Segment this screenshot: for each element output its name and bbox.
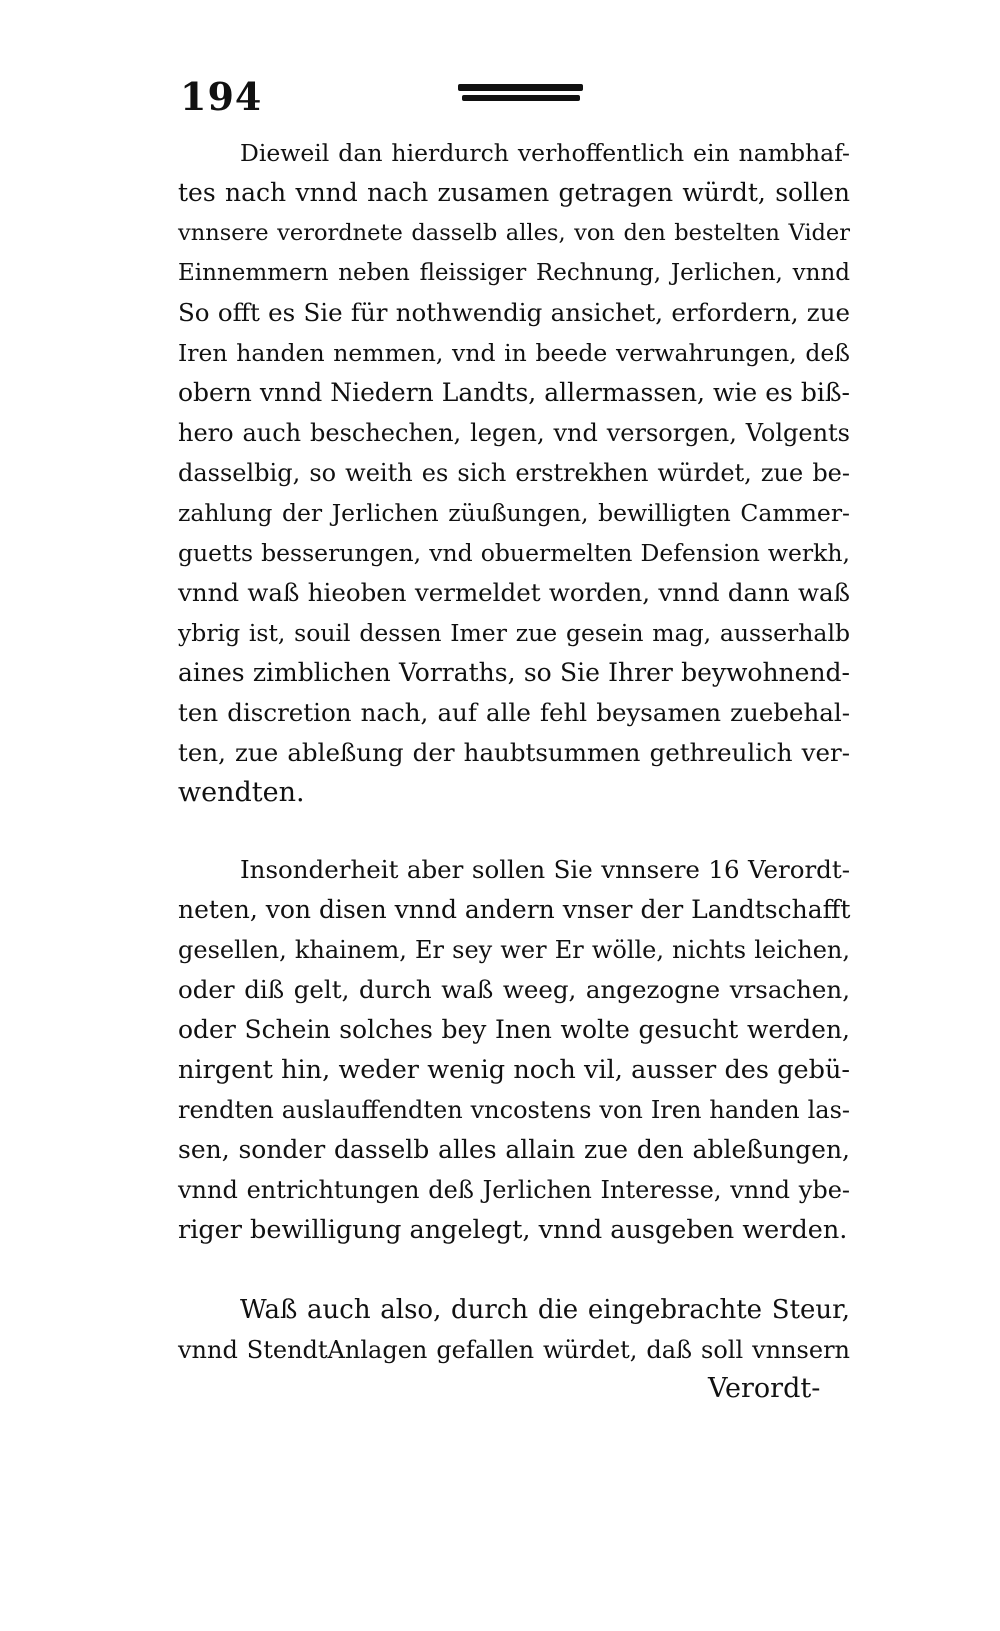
text-line: dasselbig, so weith es sich erstrekhen würdet, zue be-: [178, 459, 850, 487]
text-line: rendten auslauffendten vncostens von Iren handen las-: [178, 1096, 850, 1124]
text-line: ybrig ist, souil dessen Imer zue gesein mag, ausserhalb: [178, 619, 850, 647]
paragraph-3: [178, 1290, 850, 1370]
page-number: 194: [180, 74, 263, 119]
text-line: gesellen, khainem, Er sey wer Er wölle, nichts leichen,: [178, 936, 850, 964]
text-line: vnnd entrichtungen deß Jerlichen Interesse, vnnd ybe-: [178, 1176, 850, 1204]
header-ornament: [458, 82, 583, 104]
ornament-rule-bottom: [462, 95, 580, 101]
text-line: ten, zue ableßung der haubtsummen gethreulich ver-: [178, 738, 850, 767]
paragraph-1: [178, 133, 850, 813]
text-line: Insonderheit aber sollen Sie vnnsere 16 Verordt-: [240, 855, 850, 884]
text-line: vnnd waß hieoben vermeldet worden, vnnd dann waß: [178, 578, 850, 607]
text-line: wendten.: [178, 777, 305, 808]
text-line: vnnd StendtAnlagen gefallen würdet, daß soll vnnsern: [178, 1336, 850, 1364]
text-line: So offt es Sie für nothwendig ansichet, erfordern, zue: [178, 298, 850, 327]
text-line: aines zimblichen Vorraths, so Sie Ihrer beywohnend-: [178, 658, 850, 687]
text-line: Iren handen nemmen, vnd in beede verwahrungen, deß: [178, 339, 850, 367]
text-line: oder Schein solches bey Inen wolte gesucht werden,: [178, 1015, 850, 1044]
text-line: ten discretion nach, auf alle fehl beysamen zuebehal-: [178, 698, 850, 727]
text-line: guetts besserungen, vnd obuermelten Defension werkh,: [178, 539, 850, 567]
catchword: Verordt-: [708, 1373, 821, 1404]
text-line: obern vnnd Niedern Landts, allermassen, wie es biß-: [178, 378, 850, 407]
text-line: Einnemmern neben fleissiger Rechnung, Jerlichen, vnnd: [178, 260, 850, 286]
text-line: zahlung der Jerlichen züußungen, bewilligten Cammer-: [178, 499, 850, 527]
text-line: vnnsere verordnete dasselb alles, von den bestelten Vider: [178, 220, 850, 246]
paragraph-2: [178, 850, 850, 1250]
text-line: nirgent hin, weder wenig noch vil, ausser des gebü-: [178, 1055, 850, 1085]
text-line: neten, von disen vnnd andern vnser der Landtschafft: [178, 895, 851, 924]
text-line: riger bewilligung angelegt, vnnd ausgeben werden.: [178, 1215, 848, 1245]
text-line: tes nach vnnd nach zusamen getragen würdt, sollen: [178, 178, 850, 207]
text-line: oder diß gelt, durch waß weeg, angezogne vrsachen,: [178, 975, 850, 1004]
text-line: hero auch beschechen, legen, vnd versorgen, Volgents: [178, 419, 850, 447]
text-line: Dieweil dan hierdurch verhoffentlich ein nambhaf-: [240, 139, 850, 167]
text-line: Waß auch also, durch die eingebrachte Steur,: [240, 1295, 850, 1325]
ornament-rule-top: [458, 84, 583, 91]
text-line: sen, sonder dasselb alles allain zue den ableßungen,: [178, 1135, 850, 1164]
